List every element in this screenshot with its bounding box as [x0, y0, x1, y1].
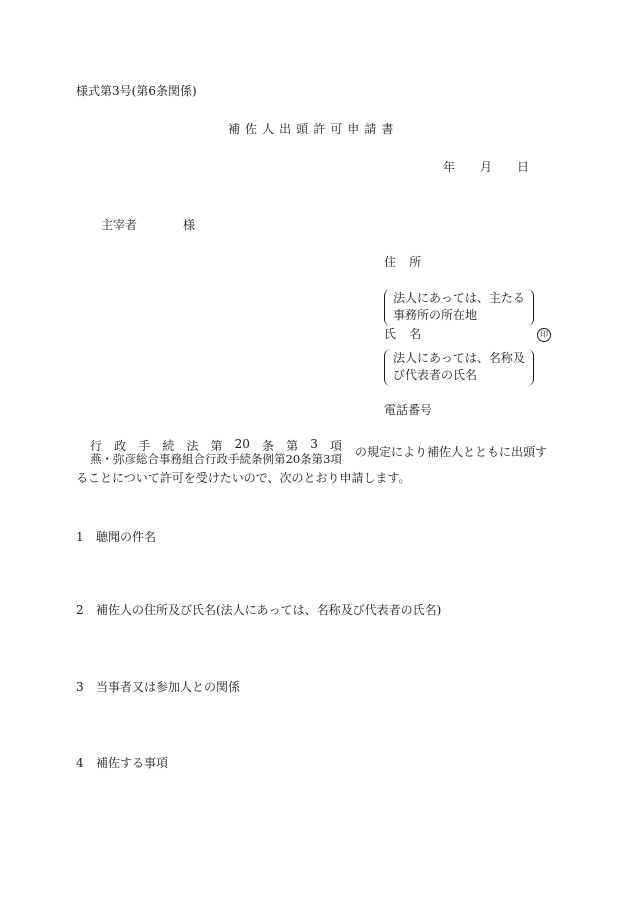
law-token: 20 [234, 437, 250, 451]
law-token: 第 [286, 439, 299, 453]
document-title: 補佐人出頭許可申請書 [228, 122, 399, 136]
law-token: 条 [262, 439, 275, 453]
name-note-line-2: び代表者の氏名 [393, 368, 478, 383]
item-label: 補佐する事項 [96, 756, 169, 770]
name-note-bracket [384, 349, 534, 386]
law-token: 手 [138, 439, 151, 453]
date-year-label: 年 [443, 160, 456, 174]
date-day-label: 日 [517, 160, 530, 174]
seal-mark: 印 [537, 328, 551, 342]
law-token: 政 [114, 439, 127, 453]
form-number: 様式第3号(第6条関係) [76, 84, 197, 98]
phone-label: 電話番号 [384, 403, 433, 417]
law-token: 3 [310, 437, 318, 451]
addressee-honorific: 様 [183, 218, 196, 232]
list-item [76, 756, 168, 770]
name-note-line-1: 法人にあっては、名称及 [393, 351, 525, 365]
list-item [76, 530, 156, 544]
law-option-2: 燕・弥彦総合事務組合行政手続条例第20条第3項 [90, 452, 342, 466]
list-item [76, 680, 240, 694]
address-note-line-1: 法人にあっては、主たる [393, 291, 525, 305]
name-label: 氏名 [384, 327, 435, 341]
law-token: 続 [162, 439, 175, 453]
addressee-name: 主宰者 [101, 218, 138, 232]
item-label: 聴聞の件名 [96, 530, 157, 544]
list-item [76, 603, 441, 617]
item-number: 2 [76, 603, 84, 617]
item-number: 1 [76, 530, 84, 544]
address-note-line-2: 事務所の所在地 [393, 308, 478, 323]
body-text-tail: の規定により補佐人とともに出頭す [355, 445, 548, 459]
law-token: 項 [329, 439, 342, 453]
item-label: 補佐人の住所及び氏名(法人にあっては、名称及び代表者の氏名) [96, 603, 442, 617]
law-token: 法 [186, 439, 199, 453]
item-number: 3 [76, 680, 84, 694]
body-text-line-2: ることについて許可を受けたいので、次のとおり申請します。 [76, 471, 411, 485]
law-token: 第 [210, 439, 223, 453]
address-note-bracket [384, 289, 534, 326]
law-token: 行 [90, 439, 103, 453]
address-label: 住所 [384, 255, 435, 269]
date-month-label: 月 [480, 160, 493, 174]
item-label: 当事者又は参加人との関係 [96, 680, 241, 694]
item-number: 4 [76, 756, 84, 770]
